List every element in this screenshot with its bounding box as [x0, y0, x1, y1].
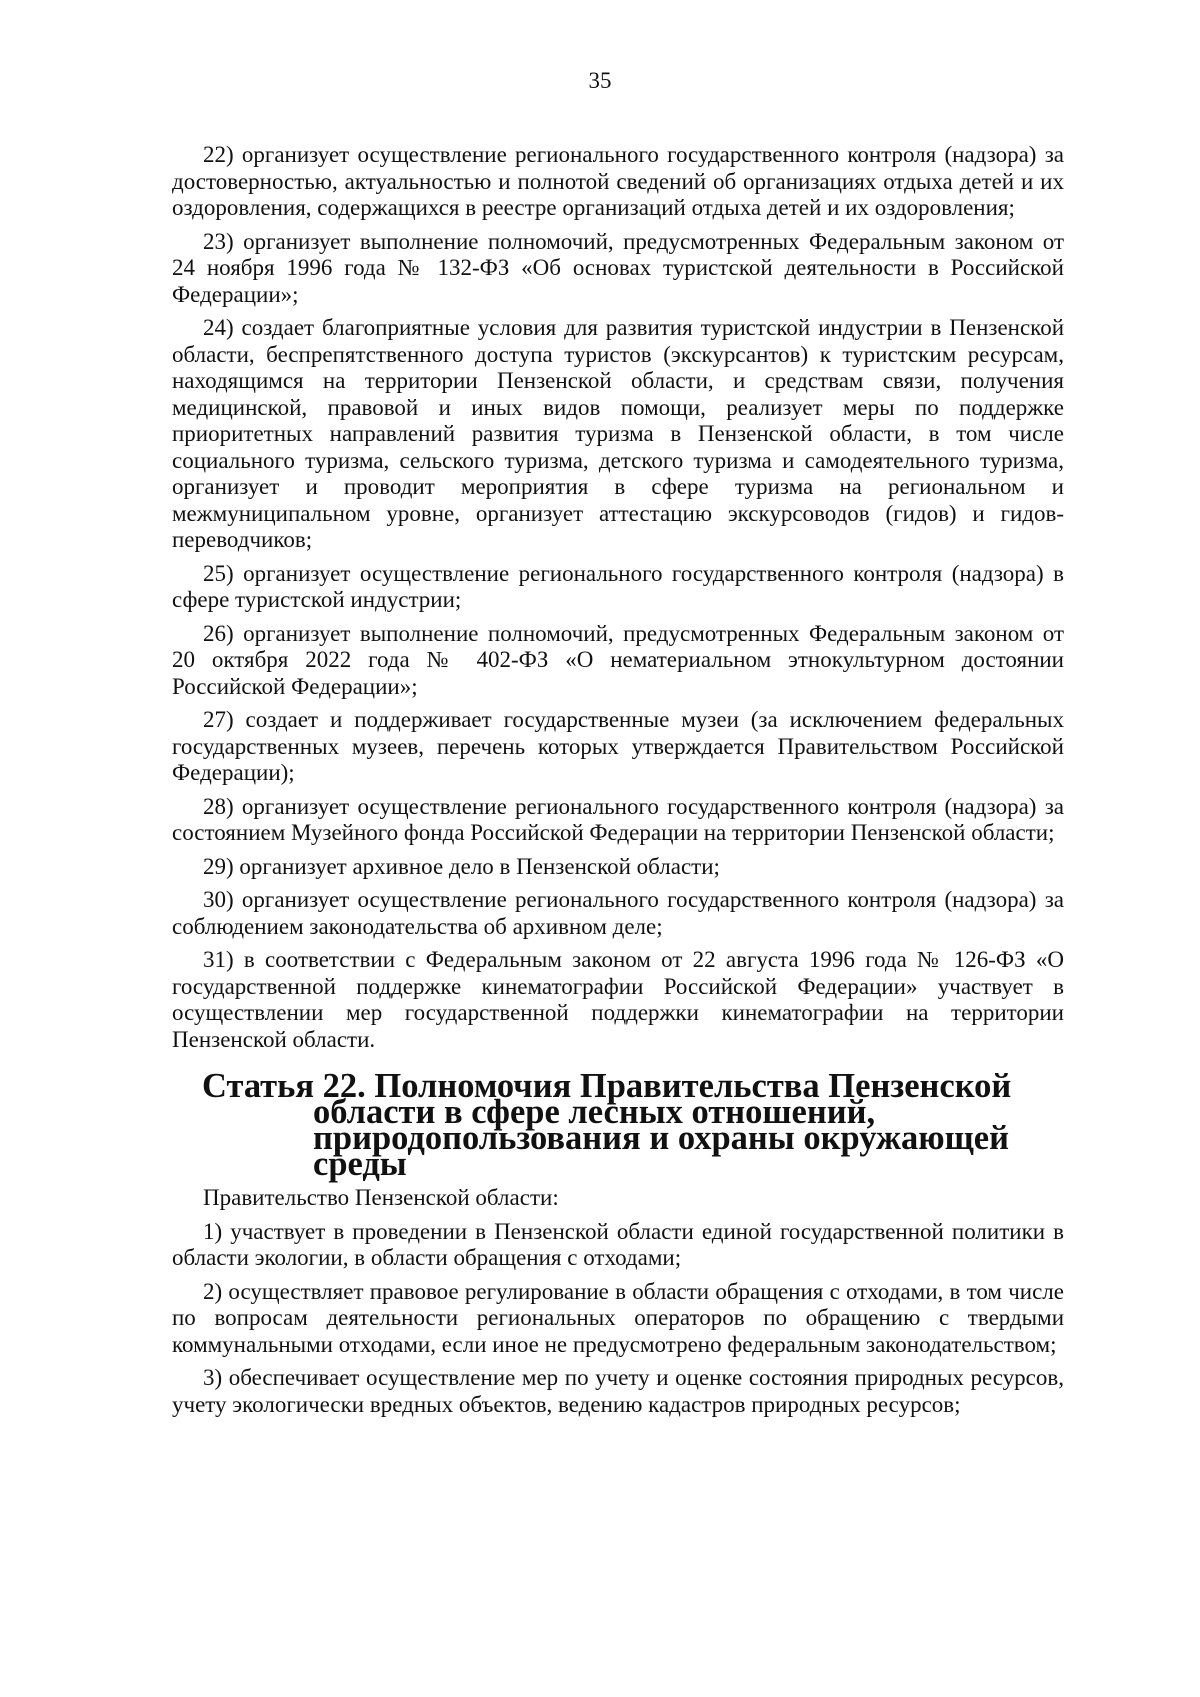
list-item-25: 25) организует осуществление регионального государственного контроля (надзора) в сфере туристской индустрии; [172, 560, 1064, 612]
article-item-1: 1) участвует в проведении в Пензенской области единой государственной политики в области экологии, в области обращения с отходами; [172, 1218, 1064, 1270]
page-number: 35 [588, 68, 612, 93]
article-item-2: 2) осуществляет правовое регулирование в области обращения с отходами, в том числе по вопросам деятельности региональных операторов по обращению с твердыми коммунальными отходами, если иное не предусмотрено федеральным законодательством; [172, 1278, 1064, 1357]
article-item-3: 3) обеспечивает осуществление мер по учету и оценке состояния природных ресурсов, учету экологически вредных объектов, ведению кадастров природных ресурсов; [172, 1365, 1064, 1417]
list-item-24: 24) создает благоприятные условия для развития туристской индустрии в Пензенской области, беспрепятственного доступа туристов (экскурсантов) к туристским ресурсам, находящимся на территории Пензенской области, и средствам связи, получения медицинской, правовой и иных видов помощи, реализует меры по поддержке приоритетных направлений развития туризма в Пензенской области, в том числе социального туризма, сельского туризма, детского туризма и самодеятельного туризма, организует и проводит мероприятия в сфере туризма на региональном и межмуниципальном уровне, организует аттестацию экскурсоводов (гидов) и гидов-переводчиков; [172, 315, 1064, 552]
list-item-28: 28) организует осуществление регионального государственного контроля (надзора) за состоянием Музейного фонда Российской Федерации на территории Пензенской области; [172, 793, 1064, 845]
article-intro: Правительство Пензенской области: [203, 1185, 559, 1210]
document-body [172, 142, 1064, 1425]
list-item-22: 22) организует осуществление регионального государственного контроля (надзора) за достоверностью, актуальностью и полнотой сведений об организациях отдыха детей и их оздоровления, содержащихся в реестре организаций отдыха детей и их оздоровления; [172, 142, 1064, 220]
list-item-29: 29) организует архивное дело в Пензенской области; [203, 853, 720, 879]
list-item-26: 26) организует выполнение полномочий, предусмотренных Федеральным законом от 20 октября 2022 года № 402-ФЗ «О нематериальном этнокультурном достоянии Российской Федерации»; [172, 620, 1064, 699]
article-heading: Статья 22. Полномочия Правительства Пензенской области в сфере лесных отношений, природопользования и охраны окружающей среды [202, 1067, 1012, 1183]
list-item-31: 31) в соответствии с Федеральным законом от 22 августа 1996 года № 126-ФЗ «О государственной поддержке кинематографии Российской Федерации» участвует в осуществлении мер государственной поддержки кинематографии на территории Пензенской области. [172, 947, 1064, 1052]
list-item-30: 30) организует осуществление регионального государственного контроля (надзора) за соблюдением законодательства об архивном деле; [172, 887, 1064, 939]
list-item-27: 27) создает и поддерживает государственные музеи (за исключением федеральных государственных музеев, перечень которых утверждается Правительством Российской Федерации); [172, 707, 1064, 785]
list-item-23: 23) организует выполнение полномочий, предусмотренных Федеральным законом от 24 ноября 1996 года № 132-ФЗ «Об основах туристской деятельности в Российской Федерации»; [172, 228, 1064, 307]
